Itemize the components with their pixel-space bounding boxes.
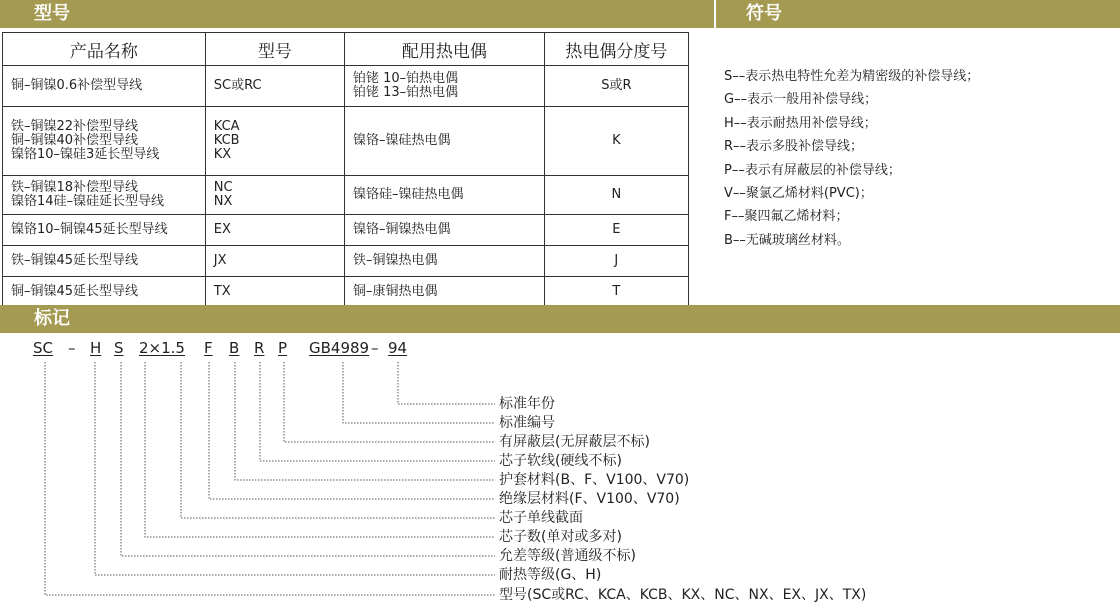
column-header-thermocouple: 配用热电偶	[344, 33, 544, 66]
cell-model-line: JX	[213, 253, 227, 268]
code-label: 绝缘层材料(F、V100、V70)	[499, 491, 680, 507]
code-part: F	[204, 339, 213, 357]
code-label: 有屏蔽层(无屏蔽层不标)	[499, 434, 650, 450]
cell-model	[205, 107, 344, 176]
symbol-item: S––表示热电特性允差为精密级的补偿导线；	[724, 69, 980, 84]
cell-product	[3, 246, 206, 277]
leader-line	[121, 362, 495, 556]
cell-product-line: 铜–铜镍45延长型导线	[11, 284, 139, 299]
cell-thermocouple-line: 铁–铜镍热电偶	[352, 253, 438, 268]
code-label: 允差等级(普通级不标)	[499, 548, 636, 564]
column-header-product: 产品名称	[3, 33, 206, 66]
code-label: 芯子数(单对或多对)	[499, 529, 622, 545]
cell-product-line: 镍铬10–铜镍45延长型导线	[11, 222, 168, 237]
leader-line	[95, 362, 495, 575]
section-header-model	[0, 0, 714, 28]
leader-line	[209, 362, 495, 499]
leader-line	[235, 362, 495, 480]
code-part: GB4989	[309, 339, 370, 357]
code-part: 94	[388, 339, 408, 357]
section-header-symbol	[716, 0, 1120, 28]
section-title-mark: 标记	[34, 308, 70, 329]
code-part: S	[114, 339, 124, 357]
code-part: H	[90, 339, 102, 357]
table-header-row	[3, 33, 689, 66]
cell-graduation: S或R	[544, 66, 688, 107]
cell-graduation: E	[544, 215, 688, 246]
cell-product-line: 铜–铜镍40补偿型导线	[11, 133, 139, 148]
code-part: 2×1.5	[139, 339, 185, 357]
table-row	[3, 176, 689, 215]
cell-product	[3, 66, 206, 107]
code-label: 标准年份	[499, 396, 555, 412]
code-label: 耐热等级(G、H)	[499, 567, 602, 583]
cell-model-line: EX	[213, 222, 231, 237]
cell-model	[205, 176, 344, 215]
cell-product-line: 铜–铜镍0.6补偿型导线	[11, 78, 143, 93]
code-part: B	[229, 339, 240, 357]
cell-graduation: N	[544, 176, 688, 215]
cell-thermocouple	[344, 176, 544, 215]
cell-thermocouple	[344, 107, 544, 176]
cell-graduation: K	[544, 107, 688, 176]
cell-model-line: TX	[213, 284, 231, 299]
symbol-list	[724, 65, 979, 252]
table-row	[3, 107, 689, 176]
symbol-item: G––表示一般用补偿导线；	[724, 92, 878, 108]
section-title-symbol: 符号	[746, 3, 782, 24]
cell-product	[3, 277, 206, 308]
cell-thermocouple	[344, 246, 544, 277]
code-label: 标准编号	[499, 415, 555, 431]
cell-product	[3, 215, 206, 246]
cell-model	[205, 277, 344, 308]
table-row	[3, 246, 689, 277]
cell-model-line: NX	[213, 194, 233, 209]
marking-diagram	[0, 336, 1120, 610]
table-row	[3, 215, 689, 246]
leader-line	[343, 362, 495, 423]
cell-product	[3, 176, 206, 215]
cell-graduation: T	[544, 277, 688, 308]
section-title-model: 型号	[34, 3, 70, 24]
cell-product-line: 铁–铜镍22补偿型导线	[11, 119, 139, 134]
cell-thermocouple	[344, 215, 544, 246]
leader-line	[181, 362, 495, 518]
cell-model-line: NC	[213, 180, 233, 195]
column-header-graduation: 热电偶分度号	[544, 33, 688, 66]
cell-product-line: 镍铬14硅–镍硅延长型导线	[11, 194, 165, 209]
cell-model	[205, 215, 344, 246]
symbol-item: V––聚氯乙烯材料(PVC)；	[724, 186, 873, 202]
cell-product	[3, 107, 206, 176]
cell-graduation: J	[544, 246, 688, 277]
leader-line	[145, 362, 495, 537]
leader-line	[260, 362, 495, 461]
cell-thermocouple-line: 镍铬–铜镍热电偶	[352, 222, 451, 237]
symbol-item: B––无碱玻璃丝材料。	[724, 232, 850, 248]
table-row	[3, 277, 689, 308]
leader-line	[45, 362, 495, 595]
cell-model-line: KCA	[213, 119, 240, 134]
cell-thermocouple-line: 铜–康铜热电偶	[352, 284, 438, 299]
cell-thermocouple-line: 铂铑 13–铂热电偶	[352, 85, 459, 100]
code-part: P	[278, 339, 288, 357]
column-header-model: 型号	[205, 33, 344, 66]
cell-thermocouple	[344, 66, 544, 107]
cell-product-line: 铁–铜镍45延长型导线	[11, 253, 139, 268]
code-label: 芯子单线截面	[499, 510, 583, 526]
cell-product-line: 铁–铜镍18补偿型导线	[11, 180, 139, 195]
cell-thermocouple	[344, 277, 544, 308]
cell-model	[205, 66, 344, 107]
model-table	[2, 32, 689, 308]
leader-line	[398, 362, 495, 404]
code-part: R	[254, 339, 265, 357]
code-label: 型号(SC或RC、KCA、KCB、KX、NC、NX、EX、JX、TX)	[499, 587, 867, 603]
symbol-item: F––聚四氟乙烯材料；	[724, 209, 849, 225]
symbol-item: H––表示耐热用补偿导线；	[724, 115, 877, 131]
cell-thermocouple-line: 镍铬硅–镍硅热电偶	[352, 187, 464, 202]
code-label: 芯子软线(硬线不标)	[499, 453, 622, 469]
code-part: SC	[33, 339, 53, 357]
symbol-item: P––表示有屏蔽层的补偿导线；	[724, 162, 901, 178]
code-part: –	[371, 339, 379, 357]
section-header-mark	[0, 305, 1120, 333]
code-part: –	[68, 339, 76, 357]
leader-line	[284, 362, 495, 442]
symbol-item: R––表示多股补偿导线；	[724, 139, 864, 155]
code-label: 护套材料(B、F、V100、V70)	[499, 472, 690, 488]
cell-thermocouple-line: 铂铑 10–铂热电偶	[352, 71, 459, 86]
cell-model-line: KX	[213, 147, 232, 162]
cell-thermocouple-line: 镍铬–镍硅热电偶	[352, 133, 451, 148]
cell-model	[205, 246, 344, 277]
cell-product-line: 镍铬10–镍硅3延长型导线	[11, 147, 160, 162]
cell-model-line: SC或RC	[213, 78, 262, 93]
table-row	[3, 66, 689, 107]
cell-model-line: KCB	[213, 133, 240, 148]
